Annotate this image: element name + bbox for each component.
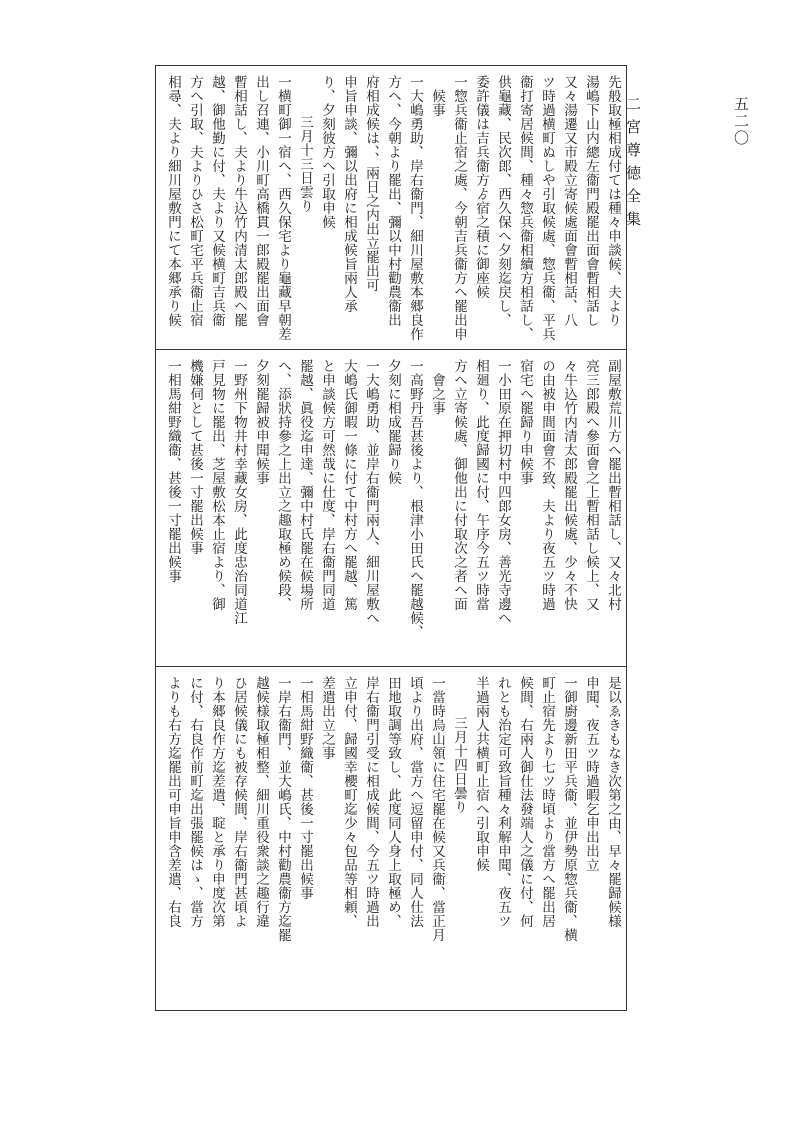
text-line: 宿宅へ罷歸り申候事 bbox=[517, 359, 533, 485]
text-line: ツ時過横町ぬしや引取候處、惣兵衞、平兵 bbox=[539, 75, 555, 341]
text-line: 一 御廚邊新田平兵衞、並伊勢原惣兵衞、横 bbox=[558, 676, 580, 1006]
text-line: 半過兩人共横町止宿へ引取申候 bbox=[473, 676, 489, 872]
date-heading: 三月十四日曇り bbox=[451, 716, 467, 814]
text-line: 出し召連、小川町高橋貫一郎殿罷出面會 bbox=[253, 75, 269, 327]
text-line: 田地取調等致し、此度同人身上取極め、 bbox=[385, 676, 401, 928]
text-line: へ、添狀持參之上出立之趣取極め候段、 bbox=[275, 359, 291, 611]
text-line bbox=[624, 359, 626, 660]
text-line: 申旨申談、彌以出府に相成候旨兩人承 bbox=[341, 75, 357, 313]
text-line: 方へ、今朝より罷出、彌以中村勸農衞出 bbox=[385, 75, 401, 327]
page-number: 五二〇 bbox=[732, 96, 750, 147]
text-line: 越、御他勤に付、夫より又候横町吉兵衞 bbox=[209, 75, 225, 327]
text-line: 副屋敷荒川方へ罷出暫相話し、又々北村 bbox=[605, 359, 621, 611]
text-line: 夕刻に相成罷歸り候 bbox=[385, 359, 401, 485]
text-line: 一 相馬紺野織衞、甚後一寸罷出候事 bbox=[162, 359, 184, 660]
text-line: り、夕刻彼方へ引取申候 bbox=[319, 75, 335, 229]
text-line: 差遣出立之事 bbox=[319, 676, 335, 760]
text-line: 岸右衞門引受に相成候間、今五ツ時過出 bbox=[363, 676, 379, 928]
text-line: 一 相馬紺野織衞、甚後一寸罷出候事 bbox=[294, 676, 316, 1006]
text-line: の由被申間面會不致、夫より夜五ツ時過 bbox=[539, 359, 555, 611]
text-line: 是以ゑきもなき次第之由、早々罷歸候様 bbox=[605, 676, 621, 928]
text-line: 越候様取極相整、細川重役衆談之趣行違 bbox=[253, 676, 269, 928]
date-heading: 三月十三日雲り bbox=[297, 115, 313, 213]
text-line: 頃より出府、當方へ逗留申付、同人仕法 bbox=[407, 676, 423, 928]
running-title: 二宮尊徳全集 bbox=[624, 96, 642, 234]
text-line: 方へ引取、夫よりひさ松町宅平兵衞止宿 bbox=[187, 75, 203, 327]
text-line: に付、右良作前町迄出張罷候はゝ、當方 bbox=[187, 676, 203, 928]
text-line: 相尋、夫より細川屋敷門にて本郷承り候 bbox=[165, 75, 181, 327]
text-line: 亮三郎殿へ參面會之上暫相話し候上、又 bbox=[583, 359, 599, 611]
text-line: 夕刻罷歸被申聞候事 bbox=[253, 359, 269, 485]
text-frame bbox=[155, 65, 627, 1011]
text-line: 町止宿先より七ツ時頃より當方へ罷出居 bbox=[539, 676, 555, 928]
text-line: 一 惣兵衞止宿之處、今朝吉兵衞方へ罷出申 bbox=[448, 75, 470, 343]
text-line: 一 横町御一宿へ、西久保宅より龜藏早朝差 bbox=[272, 75, 294, 343]
text-line: 一 當時烏山領に住宅罷在候又兵衞、當正月 bbox=[426, 676, 448, 1006]
text-line: 暫相話し、夫より牛込竹内清太郎殿へ罷 bbox=[231, 75, 247, 327]
text-line: 候事 bbox=[429, 89, 445, 117]
text-line: 又々湯遷又市殿立寄候處面會暫相話、八 bbox=[561, 75, 577, 327]
text-line: 候間、右兩人御仕法發端人之儀に付、何 bbox=[517, 676, 533, 928]
text-line: 立申付、歸國幸櫻町迄少々包品等相頼、 bbox=[341, 676, 357, 928]
text-line: 大嶋氏御暇一條に付て中村方へ罷越、篤 bbox=[341, 359, 357, 611]
band-text bbox=[156, 66, 626, 349]
text-line: ひ居候儀にも被存候間、岸右衞門甚頃よ bbox=[231, 676, 247, 928]
text-line: 一 高野丹吾甚後より、根津小田氏へ罷越候、 bbox=[404, 359, 426, 660]
text-line: 罷越、眞役迄申達、彌中村氏罷在候場所 bbox=[297, 359, 313, 611]
text-line: 方へ立寄候處、御他出に付取次之者へ面 bbox=[451, 359, 467, 611]
band-text bbox=[156, 350, 626, 666]
text-line bbox=[624, 676, 626, 1006]
text-line: 一 野州下物井村幸藏女房、此度忠治同道江 bbox=[228, 359, 250, 660]
text-line: と申談候方可然哉に仕度、岸右衞門同道 bbox=[319, 359, 335, 611]
text-line: よりも右方迄罷出可申旨申含差遣、右良 bbox=[165, 676, 181, 928]
text-line: 一 大嶋勇助、並岸右衞門兩人、細川屋敷へ bbox=[360, 359, 382, 660]
text-band-middle bbox=[156, 349, 626, 666]
text-line: れとも治定可致旨種々利解申聞、夜五ツ bbox=[495, 676, 511, 928]
text-line: り本郷良作方迄差遣、聢と承り申度次第 bbox=[209, 676, 225, 928]
text-line: 先般取極相成付ては種々申談候、夫より bbox=[605, 75, 621, 327]
text-line: 一 小田原在押切村中四郎女房、善光寺邊へ bbox=[492, 359, 514, 660]
text-line: 々牛込竹内清太郎殿罷出候處、少々不快 bbox=[561, 359, 577, 611]
text-band-top bbox=[156, 66, 626, 349]
text-line: 委許儀は吉兵衞方ゟ宿之積に御座候 bbox=[473, 75, 489, 299]
text-line: 機嫌伺として甚後一寸罷出候事 bbox=[187, 359, 203, 555]
text-line: 相廻り、此度歸國に付、午序今五ツ時當 bbox=[473, 359, 489, 611]
text-line: 衞打寄居候間、種々惣兵衞相續方相話し、 bbox=[517, 75, 533, 341]
text-line: 申聞、夜五ツ時過暇乞申出出立 bbox=[583, 676, 599, 872]
text-line: 府相成候は、、兩日之内出立罷出可 bbox=[363, 75, 379, 293]
text-line: 湯嶋下山内總左衞門殿罷出面會暫相話し bbox=[583, 75, 599, 327]
text-line: 一 岸右衞門、並大嶋氏、中村勸農衞方迄罷 bbox=[272, 676, 294, 1006]
band-text bbox=[156, 667, 626, 1012]
text-line: 供龜藏、民次郎、西久保へ夕刻迄戻し、 bbox=[495, 75, 511, 327]
text-line: 會之事 bbox=[429, 373, 445, 415]
text-line: 一 大嶋勇助、岸右衞門、細川屋敷本郷良作 bbox=[404, 75, 426, 343]
text-line: 戸見物に罷出、芝屋敷松本止宿より、御 bbox=[209, 359, 225, 611]
text-band-bottom bbox=[156, 666, 626, 1012]
text-line bbox=[624, 75, 626, 343]
